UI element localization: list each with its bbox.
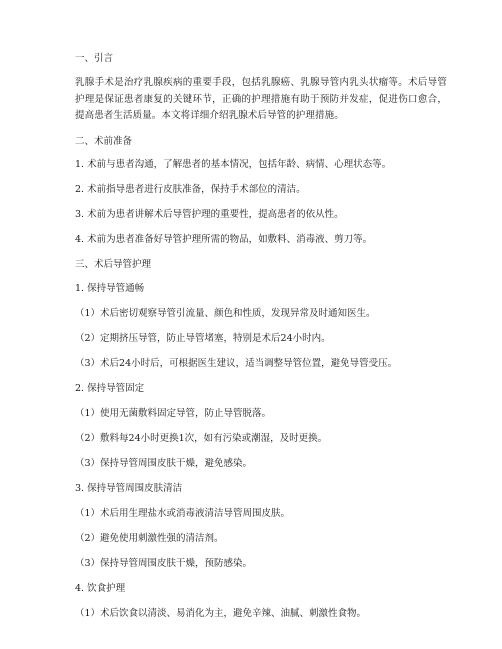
section-heading-introduction: 一、引言 [75, 53, 114, 64]
document-body [75, 52, 447, 621]
preop-item-4: 4. 术前为患者准备好导管护理所需的物品，如敷料、消毒液、剪刀等。 [75, 233, 373, 245]
patent-item-2: （2）定期挤压导管，防止导管堵塞，特别是术后24小时内。 [75, 332, 331, 344]
subsection-title-keep-fixed: 2. 保持导管固定 [75, 382, 145, 394]
skin-item-2: （2）避免使用刺激性强的清洁剂。 [75, 532, 224, 544]
skin-item-1: （1）术后用生理盐水或消毒液清洁导管周围皮肤。 [75, 507, 291, 519]
patent-item-3: （3）术后24小时后，可根据医生建议，适当调整导管位置，避免导管受压。 [75, 357, 398, 369]
patent-item-1: （1）术后密切观察导管引流量、颜色和性质，发现异常及时通知医生。 [75, 307, 376, 319]
section-heading-postoperative: 三、术后导管护理 [75, 258, 152, 270]
preop-item-1: 1. 术前与患者沟通，了解患者的基本情况，包括年龄、病情、心理状态等。 [75, 158, 392, 170]
introduction-paragraph: 乳腺手术是治疗乳腺疾病的重要手段，包括乳腺癌、乳腺导管内乳头状瘤等。术后导管护理是保证患者康复的关键环节，正确的护理措施有助于预防并发症，促进伤口愈合，提高患者生活质量。本文将详细介绍乳腺术后导管的护理措施。 [75, 77, 447, 121]
subsection-title-diet: 4. 饮食护理 [75, 582, 126, 594]
fixed-item-2: （2）敷料每24小时更换1次，如有污染或潮湿，及时更换。 [75, 432, 328, 444]
fixed-item-3: （3）保持导管周围皮肤干燥，避免感染。 [75, 457, 253, 469]
subsection-title-skin-clean: 3. 保持导管周围皮肤清洁 [75, 482, 183, 494]
fixed-item-1: （1）使用无菌敷料固定导管，防止导管脱落。 [75, 407, 272, 419]
skin-item-3: （3）保持导管周围皮肤干燥，预防感染。 [75, 557, 253, 569]
section-heading-preoperative: 二、术前准备 [75, 135, 133, 147]
preop-item-2: 2. 术前指导患者进行皮肤准备，保持手术部位的清洁。 [75, 183, 306, 195]
preop-item-3: 3. 术前为患者讲解术后导管护理的重要性，提高患者的依从性。 [75, 208, 344, 220]
diet-item-1: （1）术后饮食以清淡、易消化为主，避免辛辣、油腻、刺激性食物。 [75, 607, 367, 619]
subsection-title-keep-patent: 1. 保持导管通畅 [75, 282, 145, 294]
